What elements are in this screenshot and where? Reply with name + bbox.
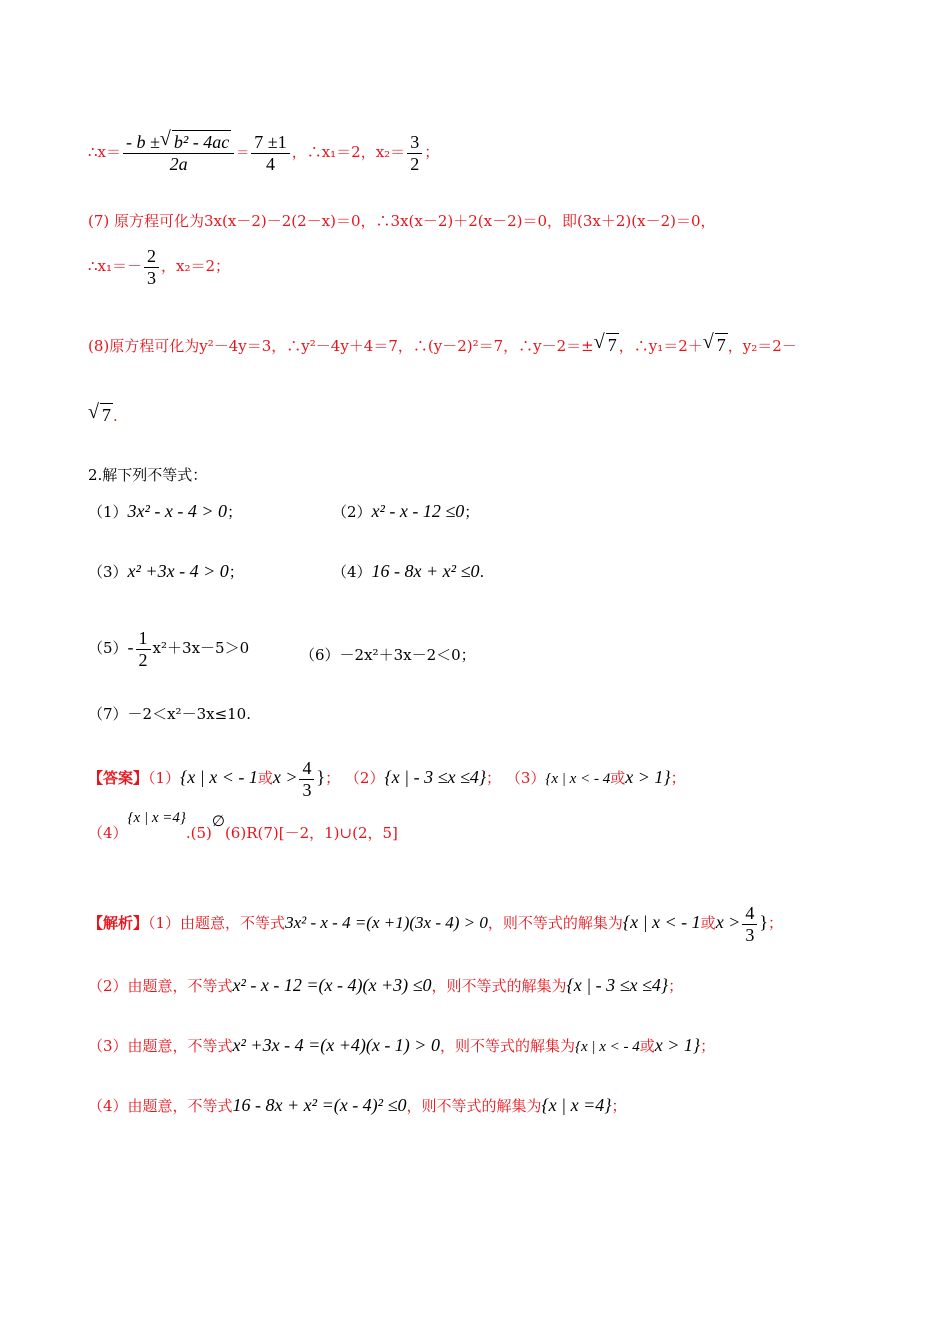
analysis-line-3: （3）由题意，不等式x² +3x - 4 =(x +4)(x - 1) > 0，则不等式的解集为{x | x < - 4或x > 1}； xyxy=(88,1035,716,1055)
solution-line-8-cont: √ 7 . xyxy=(88,406,118,424)
problem-7: （7）－2＜x²－3x≤10. xyxy=(88,705,251,723)
fraction-4-over-3: $\frac{4}{3}$ xyxy=(299,758,314,800)
analysis-tag: 【解析】 xyxy=(88,914,149,933)
fraction-1-over-2: $\frac{1}{2}$ xyxy=(136,628,151,670)
fraction-2-over-3: $\frac{2}{3}$ xyxy=(144,246,159,288)
quadratic-formula: $\frac{\text{- b ±√ b² - 4ac}}{2a}$ xyxy=(123,132,234,174)
problem-4: （4）16 - 8x + x² ≤0. xyxy=(332,561,485,581)
answer-line-1: 【答案】（1）{x | x < - 1或x > $\frac{4}{3}$ }； （2）{x | - 3 ≤x ≤4}； （3）{x | x < - 4或x > 1}； xyxy=(88,758,686,800)
analysis-line-1: 【解析】（1）由题意，不等式3x² - x - 4 =(x +1)(3x - 4) > 0，则不等式的解集为{x | x < - 1或x > $\frac{4}{3}$ }； xyxy=(88,903,783,945)
problem-6: （6）－2x²＋3x－2＜0； xyxy=(300,646,476,664)
analysis-line-2: （2）由题意，不等式x² - x - 12 =(x - 4)(x +3) ≤0，则不等式的解集为{x | - 3 ≤x ≤4}； xyxy=(88,975,684,995)
therefore-x: ∴x＝ xyxy=(88,143,122,162)
fraction-7pm1-over-4: $\frac{7 \pm 1}{4}$ xyxy=(251,132,289,174)
sqrt-7: √ 7 xyxy=(594,336,619,354)
problem-1: （1）3x² - x - 4 > 0； xyxy=(88,501,243,521)
problem-5: （5）- $\frac{1}{2}$ x²＋3x－5＞0 xyxy=(88,628,250,670)
sqrt-7: √ 7 xyxy=(703,336,728,354)
question-2-title: 2.解下列不等式： xyxy=(88,466,208,484)
solution-line-6: ∴x＝ $\frac{\text{- b ±√ b² - 4ac}}{2a}$ ＝ $\frac{7 \pm 1}{4}$ ，∴x₁＝2，x₂＝ $\frac{3}{2}$ ； xyxy=(88,132,439,174)
problem-3: （3）x² +3x - 4 > 0； xyxy=(88,561,244,581)
problem-2: （2）x² - x - 12 ≤0； xyxy=(332,501,480,521)
empty-set-symbol: ∅ xyxy=(211,812,225,830)
solution-line-7: (7) 原方程可化为3x(x－2)－2(2－x)＝0，∴3x(x－2)＋2(x－2)＝0，即(3x＋2)(x－2)＝0， xyxy=(88,212,716,230)
answer-tag: 【答案】 xyxy=(88,769,149,788)
analysis-line-4: （4）由题意，不等式16 - 8x + x² =(x - 4)² ≤0，则不等式的解集为{x | x =4}； xyxy=(88,1095,627,1115)
solution-line-7-cont: ∴x₁＝－ $\frac{2}{3}$ ，x₂＝2； xyxy=(88,246,231,288)
answer-line-2: （4）{x | x =4}.(5)∅(6)R(7)[－2，1)∪(2，5] xyxy=(88,810,398,842)
sqrt-7: √ 7 xyxy=(88,406,113,424)
fraction-4-over-3: $\frac{4}{3}$ xyxy=(742,903,757,945)
fraction-3-over-2: $\frac{3}{2}$ xyxy=(407,132,422,174)
solution-line-8: (8)原方程可化为y²－4y＝3，∴y²－4y＋4＝7，∴(y－2)²＝7，∴y－2＝±√ 7 ，∴y₁＝2＋√ 7 ，y₂＝2－ xyxy=(88,336,797,354)
